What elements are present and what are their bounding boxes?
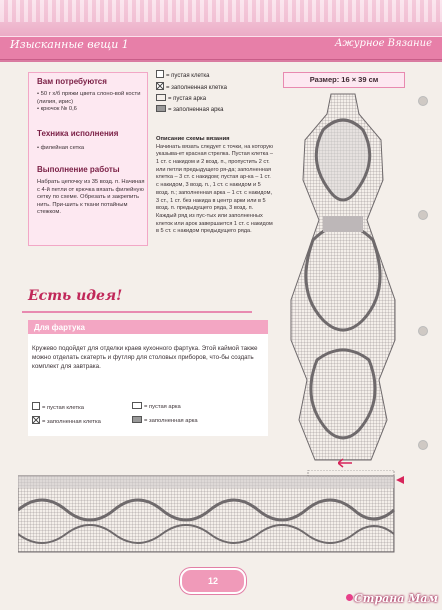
idea-title: Есть идея! — [28, 288, 123, 304]
vertical-filet-chart — [283, 90, 403, 468]
legend-item: = заполненная клетка — [32, 416, 101, 427]
binder-hole — [418, 96, 428, 106]
materials-box — [28, 72, 148, 246]
filled-cell-icon — [156, 82, 164, 90]
lace-border-decoration — [0, 0, 442, 22]
size-label: Размер: 16 × 39 см — [283, 72, 405, 88]
header-title: Изысканные вещи 1 — [10, 38, 129, 51]
work-text: Набрать цепочку из 35 возд. п. Начиная с 4-й петли от крючка вязать филейную сетку по схеме. Обрезать и закрепить нить. При-шить к ткани потайным стежком. — [37, 179, 145, 216]
legend-item: = заполненная клетка — [156, 82, 276, 94]
list-item: • 50 г х/б пряжи цвета слоно-вой кости (лилия, ирис) — [37, 91, 141, 105]
description-text: Начинать вязать следует с точки, на которую указыва-ет красная стрелка. Пустая клетка – 1 ст. с накидом и 2 возд. п., пропустить 2 ст. или петли предыдущего ря-да; заполненная клетка – 3 ст. с накидом; пустая ар-ка – 1 ст. с накидом, 3 возд. п., 1 ст. с накидом и 5 возд. п.; заполненная арка – 1 ст. с накидом, 3 ст., 1 ст. без накида в центр арки или в 5 возд. п. предыдущего ряда, 3 возд. п. Каждый ряд из пус-тых или заполненных клеток или арок завершается 1 ст. с накидом в 5 ст. с накидом предыдущего ряда. — [156, 143, 274, 235]
empty-arc-icon — [132, 402, 142, 409]
start-arrow-icon — [396, 476, 404, 484]
binder-hole — [418, 210, 428, 220]
magazine-title: Ажурное Вязание — [334, 38, 432, 49]
list-item: • крючок № 0,6 — [37, 106, 77, 113]
work-heading: Выполнение работы — [37, 165, 120, 174]
horizontal-filet-chart — [18, 470, 408, 554]
empty-cell-icon — [32, 402, 40, 410]
legend-item: = пустая арка — [132, 402, 181, 412]
start-arrow-icon — [338, 458, 352, 468]
apron-text: Кружево подойдет для отделки краев кухонного фартука. Этой каймой также можно отделать скатерть и футляр для столовых приборов, что-бы создать комплект для завтрака. — [32, 345, 258, 370]
page-header — [0, 0, 442, 62]
legend-item: = пустая арка — [156, 94, 276, 105]
legend-item: = пустая клетка — [32, 402, 84, 413]
technique-list — [37, 145, 145, 153]
chart-motif — [323, 216, 363, 232]
symbol-legend — [156, 70, 276, 116]
page-number: 12 — [180, 568, 246, 594]
materials-list — [37, 91, 145, 114]
watermark-dot-icon — [346, 594, 353, 601]
technique-heading: Техника исполнения — [37, 129, 119, 138]
chart-band — [18, 476, 394, 488]
apron-heading: Для фартука — [34, 323, 85, 332]
binder-hole — [418, 326, 428, 336]
legend-item: = заполненная арка — [132, 416, 198, 426]
filled-arc-icon — [132, 416, 142, 423]
apron-block — [28, 320, 268, 436]
empty-arc-icon — [156, 94, 166, 101]
chart-start-row — [308, 470, 394, 476]
filled-arc-icon — [156, 105, 166, 112]
legend-item: = пустая клетка — [156, 70, 276, 82]
divider — [22, 311, 252, 313]
watermark: Страна Мам — [345, 592, 438, 605]
description-block — [156, 136, 274, 236]
binder-hole — [418, 440, 428, 450]
legend-item: = заполненная арка — [156, 105, 276, 116]
description-heading: Описание схемы вязания — [156, 136, 230, 142]
apron-heading-bar — [28, 320, 268, 334]
materials-heading: Вам потребуются — [37, 77, 107, 86]
empty-cell-icon — [156, 70, 164, 78]
list-item: • филейная сетка — [37, 145, 85, 151]
filled-cell-icon — [32, 416, 40, 424]
